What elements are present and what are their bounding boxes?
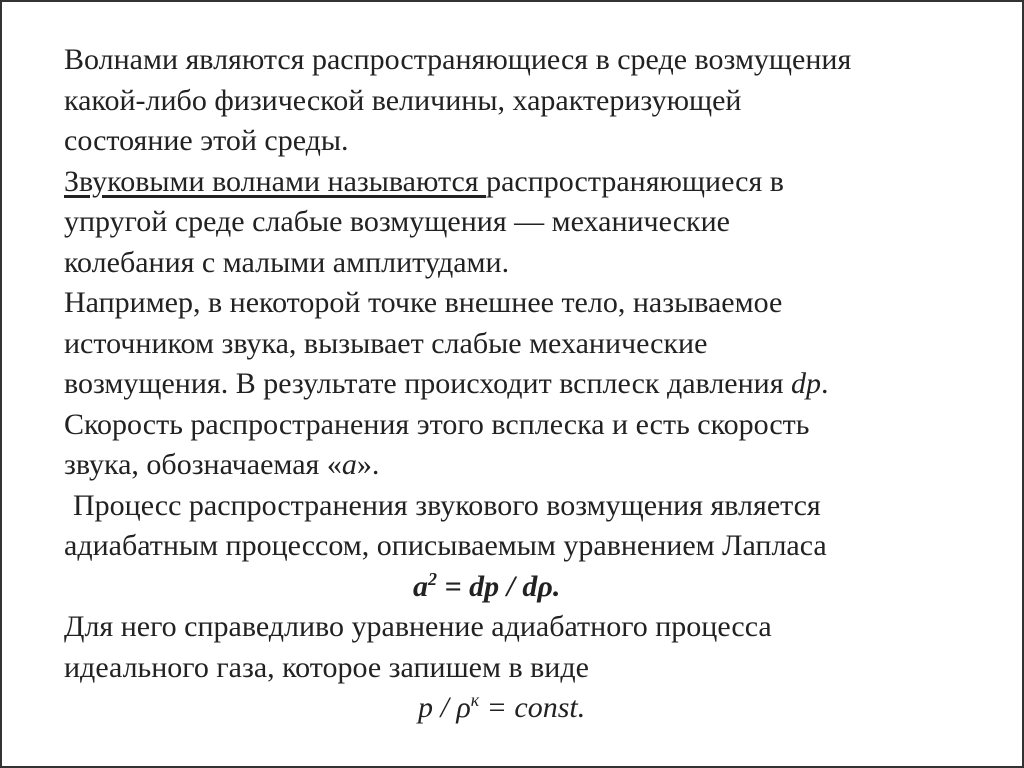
text-line: возмущения. В результате происходит всплеск давления [64, 367, 792, 400]
text-line: звука, обозначаемая « [64, 448, 342, 481]
text-line: Для него справедливо уравнение адиабатного процесса [64, 610, 772, 643]
laplace-equation [64, 567, 984, 608]
text-punct: . [821, 367, 829, 400]
formula-base: p / ρ [418, 691, 471, 724]
paragraph-line [64, 162, 984, 203]
text-line: распространяющиеся в [486, 164, 784, 198]
paragraph-line [64, 81, 984, 122]
slide-text [64, 40, 984, 729]
formula-rest: = dp / dρ. [437, 569, 561, 603]
text-line: Процесс распространения звукового возмущения является [73, 488, 821, 522]
paragraph-line [64, 202, 984, 243]
paragraph-line [64, 607, 984, 648]
text-line: состояние этой среды. [64, 124, 349, 157]
paragraph-line [64, 40, 984, 81]
text-line: идеального газа, которое запишем в виде [64, 650, 589, 684]
text-line: Скорость распространения этого всплеска и есть скорость [64, 407, 810, 441]
text-line: источником звука, вызывает слабые механические [64, 326, 708, 360]
text-line: колебания с малыми амплитудами. [64, 245, 510, 279]
variable-a: а [341, 448, 357, 481]
paragraph-line [64, 243, 984, 284]
paragraph-line [64, 648, 984, 689]
formula-rest: = const. [479, 691, 586, 724]
paragraph-line [64, 526, 984, 567]
paragraph-line [64, 283, 984, 324]
paragraph-line [64, 486, 984, 527]
text-line: Например, в некоторой точке внешнее тело, называемое [64, 286, 783, 319]
paragraph-line [64, 445, 984, 486]
formula-superscript: 2 [428, 568, 437, 589]
paragraph-line [64, 405, 984, 446]
paragraph-line [64, 324, 984, 365]
text-line: Волнами являются распространяющиеся в среде возмущения [64, 43, 852, 76]
text-line: упругой среде слабые возмущения — механические [64, 205, 730, 238]
text-line: адиабатным процессом, описываемым уравнением Лапласа [64, 529, 827, 562]
formula-base: a [413, 569, 428, 603]
text-line: какой-либо физической величины, характеризующей [64, 83, 742, 117]
formula-superscript: к [470, 690, 480, 710]
underlined-term: Звуковыми волнами называются [64, 164, 487, 198]
paragraph-line [64, 364, 984, 405]
text-punct: ». [356, 448, 380, 481]
paragraph-line [64, 121, 984, 162]
variable-dp: dp [791, 367, 822, 400]
adiabatic-equation [64, 688, 984, 729]
